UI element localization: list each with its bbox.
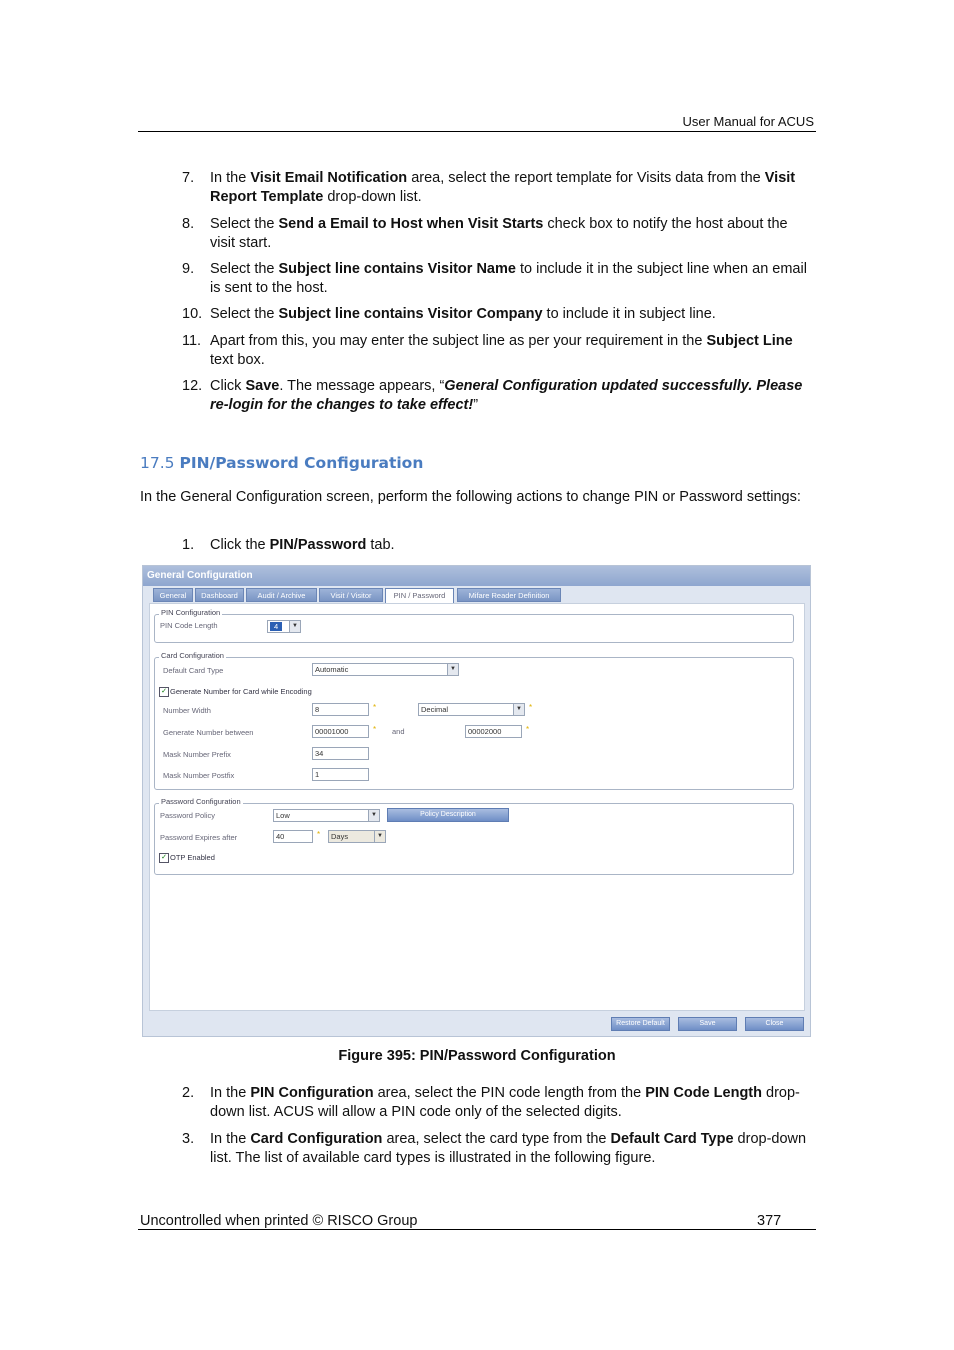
step-number: 8. (182, 216, 195, 232)
generate-number-label: Generate Number for Card while Encoding (170, 687, 312, 696)
tab-visit-visitor[interactable]: Visit / Visitor (319, 588, 383, 602)
running-header: User Manual for ACUS (682, 114, 814, 129)
bold-term: Save (245, 378, 280, 394)
group-legend: Password Configuration (161, 797, 241, 806)
bold-term: Subject line contains Visitor Company (278, 306, 543, 322)
restore-default-button[interactable]: Restore Default (611, 1017, 670, 1031)
required-marker: * (373, 725, 377, 734)
tab-audit-archive[interactable]: Audit / Archive (246, 588, 317, 602)
text-run: area, select the PIN code length from the (373, 1085, 646, 1101)
step-number: 7. (182, 170, 195, 186)
mask-prefix-input[interactable]: 34 (312, 747, 369, 760)
number-width-input[interactable]: 8 (312, 703, 369, 716)
generate-between-label: Generate Number between (163, 728, 254, 737)
text-run: to include it in subject line. (542, 306, 716, 322)
pin-code-length-select[interactable] (267, 620, 301, 633)
step-number: 10. (182, 306, 203, 322)
expires-unit-select[interactable] (328, 830, 386, 843)
password-expires-label: Password Expires after (160, 833, 238, 842)
text-run: drop-down list. (323, 188, 422, 205)
pin-code-length-label: PIN Code Length (160, 621, 218, 630)
text-run: Click (210, 378, 246, 394)
otp-enabled-label: OTP Enabled (170, 853, 215, 862)
pin-code-length-value: 4 (270, 622, 282, 631)
required-marker: * (529, 703, 533, 712)
generate-number-checkbox[interactable]: ✓ (159, 687, 169, 697)
text-run: Click the (210, 537, 270, 553)
step-number: 9. (182, 261, 195, 277)
expires-unit-value: Days (331, 832, 349, 841)
step-text (210, 260, 816, 297)
text-run: drop-down list. ACUS will allow a PIN code only of the selected digits. (210, 1085, 800, 1120)
bold-term: Subject line contains Visitor Name (278, 261, 516, 277)
text-run: check box to notify the host about the visit start. (210, 216, 788, 251)
bold-term: Visit Report Template (210, 170, 796, 205)
text-run: ” (473, 396, 479, 413)
password-policy-label: Password Policy (160, 811, 216, 820)
number-format-select[interactable] (418, 703, 525, 716)
close-button[interactable]: Close (745, 1017, 804, 1031)
step-text (210, 1084, 816, 1121)
tab-dashboard[interactable]: Dashboard (195, 588, 244, 602)
text-run: area, select the card type from the (382, 1131, 611, 1147)
text-run: Apart from this, you may enter the subject line as per your requirement in the (210, 333, 707, 349)
bold-term: Card Configuration (250, 1131, 383, 1147)
password-policy-value: Low (276, 811, 290, 820)
chevron-down-icon: ▼ (368, 810, 379, 821)
chevron-down-icon: ▼ (513, 704, 524, 715)
bold-term: PIN Configuration (250, 1085, 374, 1101)
settings-panel (149, 603, 805, 1011)
page-number: 377 (757, 1213, 782, 1229)
step-number: 3. (182, 1131, 195, 1147)
required-marker: * (526, 725, 530, 734)
group-legend: Card Configuration (161, 651, 224, 660)
bold-term: Send a Email to Host when Visit Starts (278, 216, 544, 232)
figure-caption: Figure 395: PIN/Password Configuration (338, 1048, 616, 1064)
text-run: In the (210, 1085, 251, 1101)
bold-term: General Configuration updated successfully. Please re-login for the changes to take effect! (210, 378, 803, 413)
text-run: Select the (210, 306, 279, 322)
mask-postfix-label: Mask Number Postfix (163, 771, 235, 780)
number-format-value: Decimal (421, 705, 449, 714)
save-button[interactable]: Save (678, 1017, 737, 1031)
text-run: . The message appears, “ (279, 378, 445, 394)
text-run: drop-down list. The list of available card types is illustrated in the following figure. (210, 1131, 807, 1166)
footer-rule (138, 1229, 816, 1230)
bold-term: PIN/Password (269, 537, 367, 553)
password-policy-select[interactable] (273, 809, 380, 822)
text-run: to include it in the subject line when an email is sent to the host. (210, 261, 807, 296)
step-number: 2. (182, 1085, 195, 1101)
step-text (210, 332, 816, 369)
chevron-down-icon: ▼ (447, 664, 458, 675)
step-text (210, 169, 816, 206)
password-configuration-group (154, 797, 794, 875)
policy-description-button[interactable]: Policy Description (387, 808, 509, 822)
mask-postfix-input[interactable]: 1 (312, 768, 369, 781)
range-to-input[interactable]: 00002000 (465, 725, 522, 738)
bold-term: PIN Code Length (645, 1085, 762, 1101)
bold-term: Subject Line (706, 333, 793, 349)
section-number: 17.5 (140, 454, 175, 472)
text-run: text box. (210, 351, 265, 368)
text-run: In the (210, 170, 251, 186)
step-text (210, 305, 816, 324)
required-marker: * (317, 830, 321, 839)
pin-configuration-group (154, 608, 794, 643)
and-label: and (392, 727, 405, 736)
otp-enabled-checkbox[interactable]: ✓ (159, 853, 169, 863)
card-configuration-group (154, 651, 794, 790)
range-from-input[interactable]: 00001000 (312, 725, 369, 738)
text-run: Select the (210, 261, 279, 277)
chevron-down-icon: ▼ (289, 621, 300, 632)
pin-password-screenshot (142, 565, 811, 1037)
password-expires-input[interactable]: 40 (273, 830, 313, 843)
intro-paragraph: In the General Configuration screen, perform the following actions to change PIN or Password settings: (140, 489, 801, 505)
step-number: 11. (182, 333, 202, 349)
mask-prefix-label: Mask Number Prefix (163, 750, 231, 759)
bold-term: Default Card Type (610, 1131, 734, 1147)
header-rule (138, 131, 816, 132)
default-card-type-value: Automatic (315, 665, 349, 674)
number-width-label: Number Width (163, 706, 211, 715)
chevron-down-icon: ▼ (374, 831, 385, 842)
section-heading (140, 454, 423, 472)
required-marker: * (373, 703, 377, 712)
tab-pin-password[interactable]: PIN / Password (385, 588, 454, 603)
tab-mifare-reader[interactable]: Mifare Reader Definition (457, 588, 561, 602)
step-text (210, 1130, 816, 1167)
default-card-type-label: Default Card Type (163, 666, 224, 675)
step-text (210, 377, 816, 414)
step-number: 1. (182, 537, 195, 553)
text-run: area, select the report template for Visits data from the (407, 170, 765, 186)
text-run: tab. (366, 537, 395, 553)
section-title: PIN/Password Configuration (179, 454, 424, 472)
bold-term: Visit Email Notification (250, 170, 408, 186)
text-run: Select the (210, 216, 279, 232)
footer-left: Uncontrolled when printed © RISCO Group (140, 1213, 418, 1229)
step-text (210, 215, 816, 252)
text-run: In the (210, 1131, 251, 1147)
group-legend: PIN Configuration (161, 608, 221, 617)
step-text (210, 536, 816, 555)
default-card-type-select[interactable] (312, 663, 459, 676)
step-number: 12. (182, 378, 203, 394)
tab-general[interactable]: General (153, 588, 193, 602)
window-title: General Configuration (143, 566, 810, 586)
